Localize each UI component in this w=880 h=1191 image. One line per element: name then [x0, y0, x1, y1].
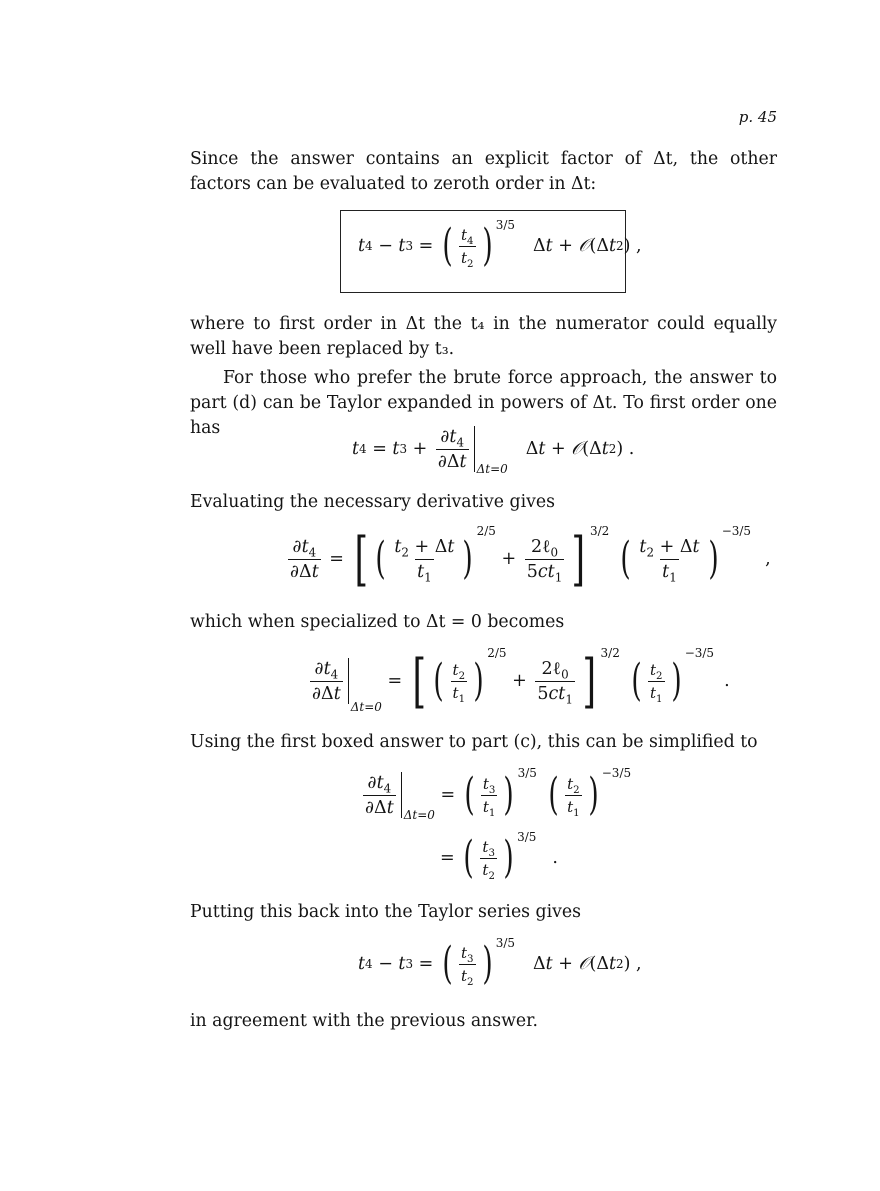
paragraph-6: Using the first boxed answer to part (c), this can be simplified to [190, 732, 758, 752]
paragraph-5: which when specialized to Δt = 0 becomes [190, 612, 565, 632]
equation-derivative-at-zero: $\frac{\partial t_4}{\partial\Delta t}$ Δt=0 = [ ( $\frac{t_2}{t_1}$ ) 2/5 + $\frac{2\ell_0}{5ct_1}$ ] 3/2 ( $\frac{t_2}{t_1}$ ) −3/5 . [312, 646, 730, 715]
equation-simplified-1: $\frac{\partial t_4}{\partial\Delta t}$ Δt=0 = ( $\frac{t_3}{t_1}$ ) 3/5 ( $\frac{t_2}{t_1}$ ) −3/5 [365, 766, 632, 822]
paragraph-4: Evaluating the necessary derivative gives [190, 492, 555, 512]
equation-final: t 4 − t 3 = ( $\frac{t_3}{t_2}$ ) 3/5 Δ t + 𝒪 (Δ t 2 ) , [358, 936, 642, 989]
paragraph-7: Putting this back into the Taylor series gives [190, 902, 581, 922]
paragraph-3: For those who prefer the brute force approach, the answer to part (d) can be Taylor expanded in powers of Δt. To first order one has [190, 368, 777, 438]
equation-boxed: t 4 − t 3 = ( $\frac{t_4}{t_2}$ ) 3/5 Δ t + 𝒪 (Δ t 2 ) , [358, 218, 642, 271]
paragraph-1: Since the answer contains an explicit factor of Δt, the other factors can be evaluated to zeroth order in Δt: [190, 149, 777, 194]
equation-taylor: t 4 = t 3 + $\frac{\partial t_4}{\partial\Delta t}$ Δt=0 Δ t + 𝒪 (Δ t 2 ) . [352, 426, 635, 476]
paragraph-8: in agreement with the previous answer. [190, 1011, 539, 1031]
paragraph-2: where to first order in Δt the t₄ in the numerator could equally well have been replaced by t₃. [190, 314, 777, 359]
page-number: p. 45 [738, 108, 777, 126]
eq-boxed-text [0, 0, 1, 1]
equation-simplified-2: = ( $\frac{t_3}{t_2}$ ) 3/5 . [440, 830, 558, 883]
equation-derivative: $\frac{\partial t_4}{\partial\Delta t}$ = [ ( $\frac{t_2 + \Delta t}{t_1}$ ) 2/5 + $\frac{2\ell_0}{5ct_1}$ ] 3/2 ( $\frac{t_2 + \Delta t}{t_1}$ ) −3/5 , [290, 524, 771, 593]
